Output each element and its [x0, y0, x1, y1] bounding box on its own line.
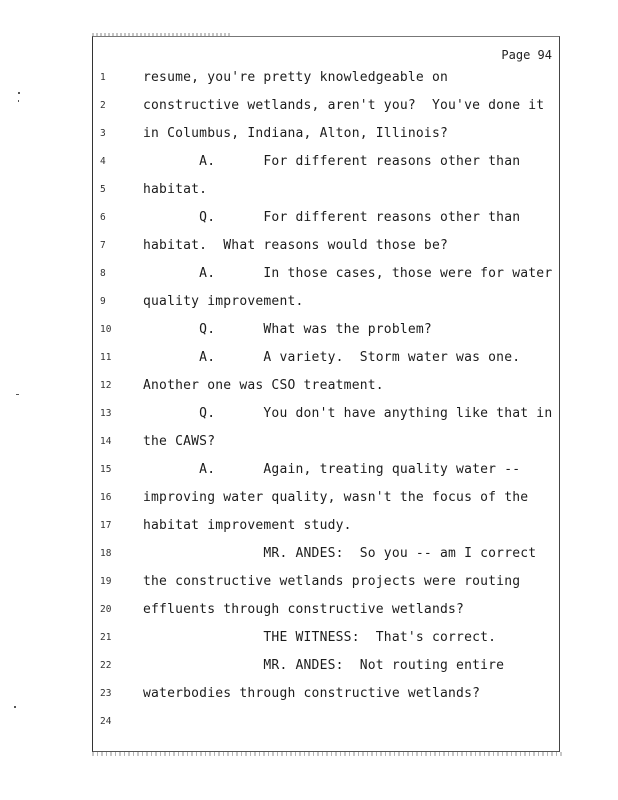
transcript-line-text: improving water quality, wasn't the focus of the — [143, 490, 529, 505]
line-number: 9 — [100, 296, 106, 307]
scan-speck — [14, 706, 16, 708]
transcript-line-text: A. A variety. Storm water was one. — [143, 350, 521, 365]
transcript-line-text: Q. For different reasons other than — [143, 210, 521, 225]
line-number: 3 — [100, 128, 106, 139]
transcript-line-text: the CAWS? — [143, 434, 216, 449]
page-number: Page 94 — [501, 48, 552, 62]
line-number: 10 — [100, 324, 112, 335]
line-number: 6 — [100, 212, 106, 223]
line-number: 1 — [100, 72, 106, 83]
line-number: 7 — [100, 240, 106, 251]
line-number: 23 — [100, 688, 112, 699]
transcript-line-text: A. In those cases, those were for water — [143, 266, 553, 281]
transcript-line-text: the constructive wetlands projects were routing — [143, 574, 521, 589]
transcript-line-text: A. For different reasons other than — [143, 154, 521, 169]
line-number: 17 — [100, 520, 112, 531]
transcript-line-text: Another one was CSO treatment. — [143, 378, 384, 393]
transcript-line-text: effluents through constructive wetlands? — [143, 602, 465, 617]
line-number: 11 — [100, 352, 112, 363]
transcript-line-text: Q. What was the problem? — [143, 322, 432, 337]
transcript-line-text: constructive wetlands, aren't you? You've done it — [143, 98, 545, 113]
line-number: 12 — [100, 380, 112, 391]
scan-speck — [18, 92, 20, 94]
scan-speck — [18, 100, 19, 102]
transcript-line-text: resume, you're pretty knowledgeable on — [143, 70, 449, 85]
transcript-line-text: waterbodies through constructive wetlands? — [143, 686, 481, 701]
transcript-line-text: MR. ANDES: So you -- am I correct — [143, 546, 537, 561]
line-number: 16 — [100, 492, 112, 503]
line-number: 18 — [100, 548, 112, 559]
transcript-line-text: THE WITNESS: That's correct. — [143, 630, 497, 645]
line-number: 4 — [100, 156, 106, 167]
transcript-line-text: habitat. — [143, 182, 208, 197]
line-number: 13 — [100, 408, 112, 419]
line-number: 19 — [100, 576, 112, 587]
transcript-line-text: habitat improvement study. — [143, 518, 352, 533]
line-number: 22 — [100, 660, 112, 671]
transcript-line-text: MR. ANDES: Not routing entire — [143, 658, 505, 673]
line-number: 14 — [100, 436, 112, 447]
transcript-line-text: quality improvement. — [143, 294, 304, 309]
transcript-line-text: habitat. What reasons would those be? — [143, 238, 449, 253]
transcript-line-text: A. Again, treating quality water -- — [143, 462, 521, 477]
scan-speck — [16, 394, 19, 395]
line-number: 8 — [100, 268, 106, 279]
line-number: 20 — [100, 604, 112, 615]
transcript-line-text: Q. You don't have anything like that in — [143, 406, 553, 421]
line-number: 5 — [100, 184, 106, 195]
line-number: 15 — [100, 464, 112, 475]
transcript-line-text: in Columbus, Indiana, Alton, Illinois? — [143, 126, 449, 141]
line-number: 24 — [100, 716, 112, 727]
scan-artifact-bottom — [92, 752, 562, 756]
line-number: 21 — [100, 632, 112, 643]
line-number: 2 — [100, 100, 106, 111]
